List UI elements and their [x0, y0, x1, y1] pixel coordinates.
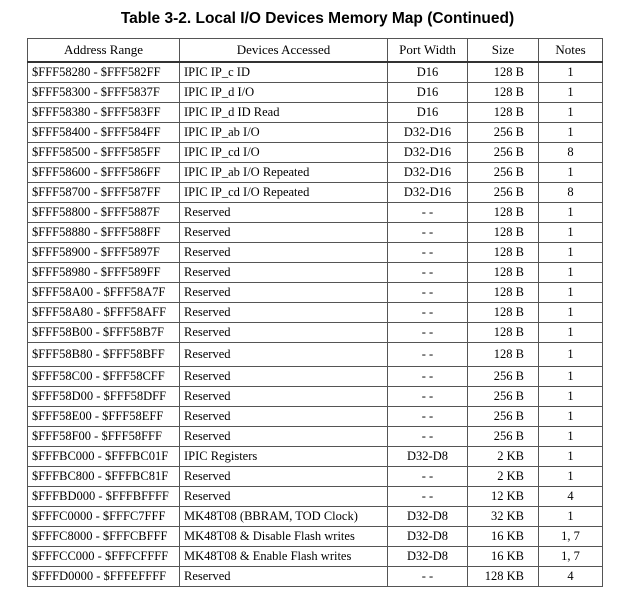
cell-size: 256 B [468, 163, 539, 183]
cell-notes: 1 [539, 62, 603, 83]
cell-notes: 1 [539, 283, 603, 303]
table-row [28, 547, 603, 567]
cell-port-width: D16 [388, 103, 468, 123]
cell-address-range: $FFF58F00 - $FFF58FFF [28, 427, 180, 447]
cell-size: 2 KB [468, 467, 539, 487]
cell-notes: 1 [539, 203, 603, 223]
cell-port-width: - - [388, 343, 468, 367]
table-row [28, 487, 603, 507]
cell-notes: 1 [539, 507, 603, 527]
cell-size: 128 B [468, 323, 539, 343]
table-row [28, 507, 603, 527]
cell-address-range: $FFFC8000 - $FFFCBFFF [28, 527, 180, 547]
table-row [28, 467, 603, 487]
cell-address-range: $FFF58A00 - $FFF58A7F [28, 283, 180, 303]
cell-notes: 1 [539, 407, 603, 427]
cell-size: 128 KB [468, 567, 539, 587]
header-address-range: Address Range [28, 39, 180, 63]
table-row [28, 367, 603, 387]
cell-address-range: $FFF58880 - $FFF588FF [28, 223, 180, 243]
cell-port-width: - - [388, 323, 468, 343]
cell-notes: 4 [539, 487, 603, 507]
cell-size: 2 KB [468, 447, 539, 467]
cell-size: 128 B [468, 83, 539, 103]
cell-size: 128 B [468, 203, 539, 223]
cell-notes: 1 [539, 163, 603, 183]
table-row [28, 103, 603, 123]
cell-device: Reserved [180, 283, 388, 303]
cell-port-width: - - [388, 283, 468, 303]
cell-notes: 1 [539, 303, 603, 323]
cell-device: Reserved [180, 343, 388, 367]
header-notes: Notes [539, 39, 603, 63]
cell-device: Reserved [180, 487, 388, 507]
table-row [28, 123, 603, 143]
cell-port-width: - - [388, 263, 468, 283]
cell-notes: 1 [539, 343, 603, 367]
table-row [28, 407, 603, 427]
cell-address-range: $FFF58300 - $FFF5837F [28, 83, 180, 103]
cell-address-range: $FFF58600 - $FFF586FF [28, 163, 180, 183]
cell-device: Reserved [180, 427, 388, 447]
cell-notes: 1 [539, 223, 603, 243]
cell-device: MK48T08 (BBRAM, TOD Clock) [180, 507, 388, 527]
cell-port-width: D32-D16 [388, 123, 468, 143]
cell-notes: 1 [539, 103, 603, 123]
table-row [28, 387, 603, 407]
cell-device: Reserved [180, 367, 388, 387]
cell-device: Reserved [180, 407, 388, 427]
cell-notes: 8 [539, 183, 603, 203]
table-row [28, 447, 603, 467]
cell-port-width: - - [388, 567, 468, 587]
header-devices-accessed: Devices Accessed [180, 39, 388, 63]
table-row [28, 243, 603, 263]
memory-map-table [27, 38, 603, 587]
cell-device: IPIC Registers [180, 447, 388, 467]
cell-port-width: - - [388, 487, 468, 507]
cell-port-width: - - [388, 243, 468, 263]
cell-size: 16 KB [468, 547, 539, 567]
cell-device: Reserved [180, 567, 388, 587]
cell-size: 128 B [468, 243, 539, 263]
cell-port-width: - - [388, 427, 468, 447]
table-row [28, 427, 603, 447]
cell-size: 256 B [468, 143, 539, 163]
table-row [28, 323, 603, 343]
cell-address-range: $FFF58C00 - $FFF58CFF [28, 367, 180, 387]
cell-size: 12 KB [468, 487, 539, 507]
cell-address-range: $FFF58B00 - $FFF58B7F [28, 323, 180, 343]
cell-address-range: $FFFD0000 - $FFFEFFFF [28, 567, 180, 587]
cell-notes: 1 [539, 123, 603, 143]
cell-notes: 1 [539, 83, 603, 103]
cell-device: IPIC IP_d ID Read [180, 103, 388, 123]
table-row [28, 203, 603, 223]
cell-port-width: - - [388, 203, 468, 223]
table-row [28, 83, 603, 103]
cell-notes: 4 [539, 567, 603, 587]
table-row [28, 343, 603, 367]
cell-address-range: $FFFBC800 - $FFFBC81F [28, 467, 180, 487]
cell-size: 128 B [468, 283, 539, 303]
cell-size: 128 B [468, 62, 539, 83]
table-row [28, 263, 603, 283]
table-row [28, 143, 603, 163]
cell-notes: 1 [539, 243, 603, 263]
cell-address-range: $FFF58D00 - $FFF58DFF [28, 387, 180, 407]
cell-port-width: - - [388, 223, 468, 243]
cell-address-range: $FFFCC000 - $FFFCFFFF [28, 547, 180, 567]
cell-size: 128 B [468, 223, 539, 243]
cell-address-range: $FFF58980 - $FFF589FF [28, 263, 180, 283]
table-row [28, 183, 603, 203]
cell-device: MK48T08 & Enable Flash writes [180, 547, 388, 567]
cell-device: IPIC IP_ab I/O Repeated [180, 163, 388, 183]
cell-address-range: $FFF58800 - $FFF5887F [28, 203, 180, 223]
cell-device: Reserved [180, 323, 388, 343]
cell-port-width: D32-D8 [388, 547, 468, 567]
cell-notes: 1 [539, 387, 603, 407]
cell-port-width: D32-D16 [388, 143, 468, 163]
cell-notes: 1 [539, 323, 603, 343]
table-row [28, 223, 603, 243]
cell-port-width: - - [388, 387, 468, 407]
table-row [28, 303, 603, 323]
cell-port-width: - - [388, 303, 468, 323]
cell-device: Reserved [180, 303, 388, 323]
cell-address-range: $FFF58400 - $FFF584FF [28, 123, 180, 143]
cell-device: IPIC IP_cd I/O [180, 143, 388, 163]
cell-device: Reserved [180, 203, 388, 223]
header-port-width: Port Width [388, 39, 468, 63]
cell-size: 128 B [468, 343, 539, 367]
cell-size: 256 B [468, 183, 539, 203]
cell-notes: 1, 7 [539, 527, 603, 547]
cell-device: Reserved [180, 387, 388, 407]
cell-size: 128 B [468, 103, 539, 123]
table-title: Table 3-2. Local I/O Devices Memory Map (Continued) [120, 10, 515, 27]
header-size: Size [468, 39, 539, 63]
cell-size: 256 B [468, 407, 539, 427]
cell-port-width: D32-D8 [388, 527, 468, 547]
cell-device: Reserved [180, 243, 388, 263]
cell-size: 128 B [468, 263, 539, 283]
cell-device: IPIC IP_ab I/O [180, 123, 388, 143]
cell-address-range: $FFFBC000 - $FFFBC01F [28, 447, 180, 467]
cell-port-width: D32-D8 [388, 447, 468, 467]
cell-address-range: $FFFC0000 - $FFFC7FFF [28, 507, 180, 527]
table-row [28, 283, 603, 303]
cell-address-range: $FFF58B80 - $FFF58BFF [28, 343, 180, 367]
cell-device: IPIC IP_d I/O [180, 83, 388, 103]
cell-size: 256 B [468, 427, 539, 447]
cell-device: Reserved [180, 223, 388, 243]
cell-size: 256 B [468, 367, 539, 387]
cell-device: Reserved [180, 263, 388, 283]
table-row [28, 527, 603, 547]
cell-notes: 1 [539, 467, 603, 487]
cell-port-width: - - [388, 467, 468, 487]
cell-address-range: $FFF58E00 - $FFF58EFF [28, 407, 180, 427]
cell-address-range: $FFF58280 - $FFF582FF [28, 62, 180, 83]
cell-port-width: - - [388, 367, 468, 387]
cell-notes: 1, 7 [539, 547, 603, 567]
cell-notes: 1 [539, 427, 603, 447]
cell-address-range: $FFF58A80 - $FFF58AFF [28, 303, 180, 323]
cell-size: 16 KB [468, 527, 539, 547]
cell-device: IPIC IP_c ID [180, 62, 388, 83]
table-row [28, 163, 603, 183]
cell-address-range: $FFF58380 - $FFF583FF [28, 103, 180, 123]
cell-device: Reserved [180, 467, 388, 487]
cell-port-width: D32-D8 [388, 507, 468, 527]
table-row [28, 567, 603, 587]
cell-address-range: $FFF58700 - $FFF587FF [28, 183, 180, 203]
cell-notes: 1 [539, 447, 603, 467]
cell-notes: 8 [539, 143, 603, 163]
cell-size: 256 B [468, 123, 539, 143]
cell-port-width: D16 [388, 83, 468, 103]
cell-size: 128 B [468, 303, 539, 323]
header-row [28, 39, 603, 63]
cell-size: 32 KB [468, 507, 539, 527]
cell-address-range: $FFF58900 - $FFF5897F [28, 243, 180, 263]
cell-port-width: - - [388, 407, 468, 427]
cell-device: IPIC IP_cd I/O Repeated [180, 183, 388, 203]
cell-address-range: $FFF58500 - $FFF585FF [28, 143, 180, 163]
cell-port-width: D32-D16 [388, 183, 468, 203]
table-body [28, 62, 603, 587]
cell-device: MK48T08 & Disable Flash writes [180, 527, 388, 547]
cell-address-range: $FFFBD000 - $FFFBFFFF [28, 487, 180, 507]
cell-notes: 1 [539, 263, 603, 283]
cell-port-width: D32-D16 [388, 163, 468, 183]
table-row [28, 62, 603, 83]
cell-size: 256 B [468, 387, 539, 407]
cell-port-width: D16 [388, 62, 468, 83]
cell-notes: 1 [539, 367, 603, 387]
